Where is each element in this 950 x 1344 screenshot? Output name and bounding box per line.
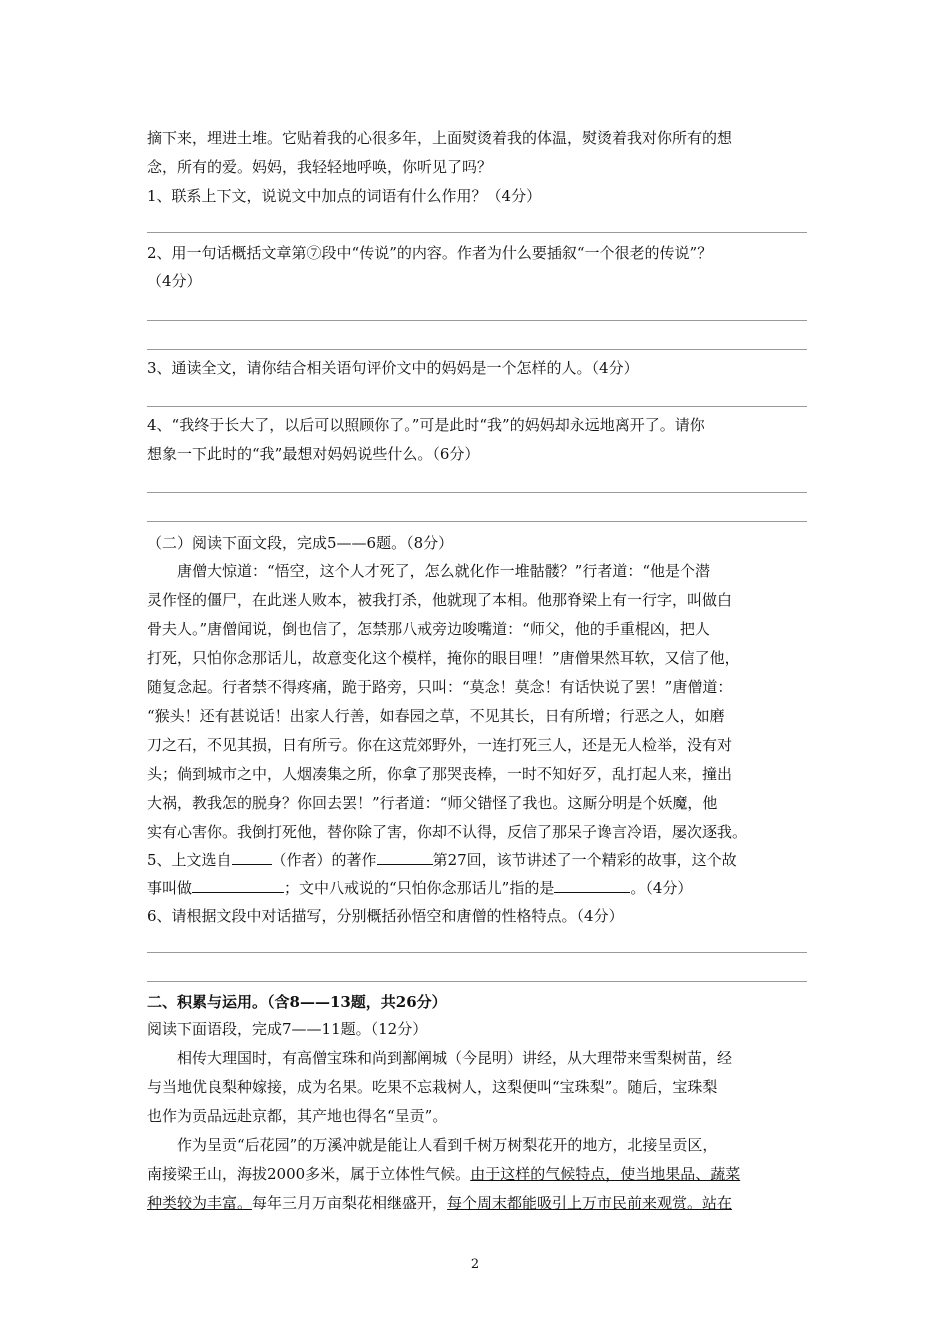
- underlined-sentence: 种类较为丰富。: [147, 1194, 253, 1212]
- passage-line: 作为呈贡“后花园”的万溪冲就是能让人看到千树万树梨花开的地方，北接呈贡区，: [177, 1136, 718, 1154]
- fill-blank-meaning[interactable]: [554, 878, 630, 893]
- section-heading: （二）阅读下面文段，完成5——6题。（8分）: [147, 534, 454, 552]
- q5-text: 。（4分）: [630, 879, 693, 897]
- passage-line: 骨夫人。”唐僧闻说，倒也信了，怎禁那八戒旁边唆嘴道：“师父，他的手重棍凶，把人: [147, 620, 710, 638]
- q5-text: 第27回，该节讲述了一个精彩的故事，这个故: [432, 851, 737, 869]
- passage-line: 刀之石，不见其损，日有所亏。你在这荒郊野外，一连打死三人，还是无人检举，没有对: [147, 736, 733, 754]
- answer-line[interactable]: [147, 232, 807, 233]
- passage-line: 与当地优良梨种嫁接，成为名果。吃果不忘栽树人，这梨便叫“宝珠梨”。随后，宝珠梨: [147, 1078, 718, 1096]
- answer-line[interactable]: [147, 492, 807, 493]
- passage-line: 摘下来，埋进土堆。它贴着我的心很多年，上面熨烫着我的体温，熨烫着我对你所有的想: [147, 129, 733, 147]
- passage-text: 南接梁王山，海拔2000多米，属于立体性气候。: [147, 1165, 471, 1183]
- passage-line: 大祸，教我怎的脱身？你回去罢！”行者道：“师父错怪了我也。这厮分明是个妖魔，他: [147, 794, 718, 812]
- question-1: 1、联系上下文，说说文中加点的词语有什么作用？（4分）: [147, 187, 542, 205]
- passage-line: 头；倘到城市之中，人烟凑集之所，你拿了那哭丧棒，一时不知好歹，乱打起人来，撞出: [147, 765, 733, 783]
- passage-line: 唐僧大惊道：“悟空，这个人才死了，怎么就化作一堆骷髅？”行者道：“他是个潜: [177, 562, 711, 580]
- answer-line[interactable]: [147, 320, 807, 321]
- passage-line: [147, 1164, 807, 1184]
- question-4-cont: 想象一下此时的“我”最想对妈妈说些什么。（6分）: [147, 445, 480, 463]
- question-5: [147, 850, 807, 870]
- passage-line: 随复念起。行者禁不得疼痛，跪于路旁，只叫：“莫念！莫念！有话快说了罢！”唐僧道：: [147, 678, 733, 696]
- answer-line[interactable]: [147, 521, 807, 522]
- question-6: 6、请根据文段中对话描写，分别概括孙悟空和唐僧的性格特点。（4分）: [147, 907, 624, 925]
- answer-line[interactable]: [147, 349, 807, 350]
- passage-line: 相传大理国时，有高僧宝珠和尚到鄯阐城（今昆明）讲经，从大理带来雪梨树苗，经: [177, 1049, 733, 1067]
- passage-line: “猴头！还有甚说话！出家人行善，如春园之草，不见其长，日有所增；行恶之人，如磨: [147, 707, 725, 725]
- underlined-sentence: 每个周末都能吸引上万市民前来观赏。: [447, 1194, 703, 1212]
- q5-text: 5、上文选自: [147, 851, 232, 869]
- passage-line: 打死，只怕你念那话儿，故意变化这个模样，掩你的眼目哩！”唐僧果然耳软，又信了他，: [147, 649, 740, 667]
- passage-line: 实有心害你。我倒打死他，替你除了害，你却不认得，反信了那呆子谗言冷语，屡次逐我。: [147, 823, 748, 841]
- answer-line[interactable]: [147, 406, 807, 407]
- q5-text: 事叫做: [147, 879, 193, 897]
- passage-text: 每年三月万亩梨花相继盛开，: [252, 1194, 448, 1212]
- passage-line: 念，所有的爱。妈妈，我轻轻地呼唤，你听见了吗？: [147, 158, 493, 176]
- fill-blank-author[interactable]: [232, 850, 272, 865]
- answer-line[interactable]: [147, 981, 807, 982]
- fill-blank-story[interactable]: [192, 878, 284, 893]
- question-2: 2、用一句话概括文章第⑦段中“传说”的内容。作者为什么要插叙“一个很老的传说”？: [147, 244, 713, 262]
- question-2-cont: （4分）: [147, 272, 202, 290]
- q5-text: （作者）的著作: [271, 851, 377, 869]
- question-4: 4、“我终于长大了，以后可以照顾你了。”可是此时“我”的妈妈却永远地离开了。请你: [147, 416, 705, 434]
- passage-line: 也作为贡品远赴京都，其产地也得名“呈贡”。: [147, 1107, 448, 1125]
- passage-line: 灵作怪的僵尸，在此迷人败本，被我打杀，他就现了本相。他那脊梁上有一行字，叫做白: [147, 591, 733, 609]
- question-5-cont: [147, 878, 807, 898]
- fill-blank-book[interactable]: [377, 850, 433, 865]
- underlined-sentence: 站在: [702, 1194, 733, 1212]
- part-heading: 二、积累与运用。（含8——13题，共26分）: [147, 993, 447, 1011]
- question-3: 3、通读全文，请你结合相关语句评价文中的妈妈是一个怎样的人。（4分）: [147, 359, 639, 377]
- q5-text: ；文中八戒说的“只怕你念那话儿”指的是: [284, 879, 555, 897]
- answer-line[interactable]: [147, 952, 807, 953]
- page-number: 2: [470, 1257, 480, 1272]
- part-intro: 阅读下面语段，完成7——11题。（12分）: [147, 1020, 428, 1038]
- underlined-sentence: 由于这样的气候特点，使当地果品、蔬菜: [470, 1165, 741, 1183]
- passage-line: [147, 1193, 807, 1213]
